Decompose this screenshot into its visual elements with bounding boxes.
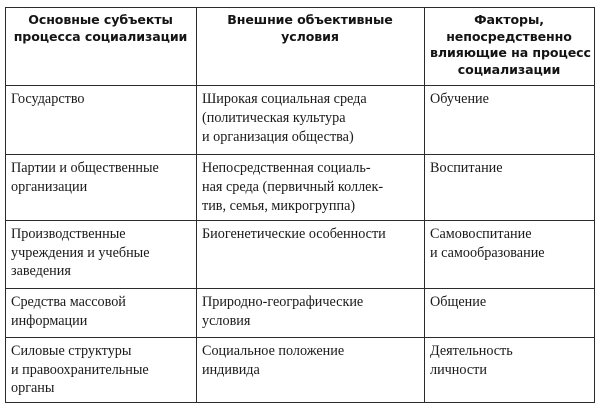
cell-line: Воспитание: [430, 160, 503, 176]
table-cell-condition: [197, 86, 425, 155]
table-header: [6, 8, 595, 86]
table-row: [6, 155, 595, 221]
column-header-subjects-line-1: Основные субъекты: [28, 12, 173, 27]
column-header-factors-line-2: непосредственно: [446, 28, 572, 44]
table-cell-factor: [425, 337, 595, 403]
cell-line: Обучение: [430, 91, 489, 107]
table-header-row: [6, 8, 595, 86]
table-cell-subject: [6, 288, 197, 337]
cell-line: и организация общества): [202, 128, 354, 145]
table-cell-factor: [425, 220, 595, 288]
cell-line: информации: [11, 312, 88, 329]
cell-line: и самообразование: [430, 244, 545, 261]
table-row: [6, 220, 595, 288]
table-cell-condition: [197, 288, 425, 337]
cell-line: организации: [11, 178, 88, 195]
column-header-factors: [425, 8, 595, 86]
cell-line: Деятельность: [430, 342, 513, 359]
socialization-table-container: [5, 7, 594, 398]
column-header-factors-line-1: Факторы,: [474, 12, 544, 27]
cell-line: Непосредственная социаль-: [202, 160, 371, 176]
cell-line: Партии и общественные: [11, 160, 159, 176]
cell-line: учреждения и учебные: [11, 244, 150, 261]
cell-line: Социальное положение: [202, 342, 345, 359]
cell-line: Производственные: [11, 225, 126, 242]
table-cell-subject: [6, 220, 197, 288]
table-row: [6, 288, 595, 337]
cell-line: Природно-географические: [202, 293, 364, 310]
table-body: [6, 86, 595, 403]
cell-line: Средства массовой: [11, 293, 126, 310]
table-cell-subject: [6, 337, 197, 403]
table-cell-condition: [197, 155, 425, 221]
cell-line: личности: [430, 361, 487, 378]
column-header-factors-line-4: социализации: [457, 62, 561, 78]
cell-line: и правоохранительные: [11, 361, 149, 378]
cell-line: заведения: [11, 263, 71, 280]
table-row: [6, 86, 595, 155]
cell-line: Биогенетические особенности: [202, 225, 386, 242]
table-cell-factor: [425, 288, 595, 337]
column-header-factors-line-3: влияющие на процесс: [430, 45, 591, 61]
cell-line: Силовые структуры: [11, 342, 132, 359]
table-cell-condition: [197, 220, 425, 288]
table-row: [6, 337, 595, 403]
table-cell-subject: [6, 86, 197, 155]
column-header-subjects-line-2: процесса социализации: [13, 28, 188, 44]
column-header-conditions-line-1: Внешние объективные: [227, 12, 393, 27]
table-cell-subject: [6, 155, 197, 221]
cell-line: ная среда (первичный коллек-: [202, 178, 384, 195]
table-cell-factor: [425, 155, 595, 221]
cell-line: Широкая социальная среда: [202, 91, 367, 107]
cell-line: Самовоспитание: [430, 225, 532, 242]
cell-line: (политическая культура: [202, 109, 346, 126]
cell-line: Государство: [11, 91, 85, 107]
cell-line: индивида: [202, 361, 260, 378]
cell-line: условия: [202, 312, 251, 329]
table-cell-factor: [425, 86, 595, 155]
cell-line: органы: [11, 380, 55, 397]
column-header-conditions: [197, 8, 425, 86]
table-cell-condition: [197, 337, 425, 403]
column-header-subjects: [6, 8, 197, 86]
cell-line: Общение: [430, 293, 487, 310]
socialization-table: [5, 7, 595, 403]
cell-line: тив, семья, микрогруппа): [202, 197, 356, 214]
column-header-conditions-line-2: условия: [281, 28, 339, 44]
